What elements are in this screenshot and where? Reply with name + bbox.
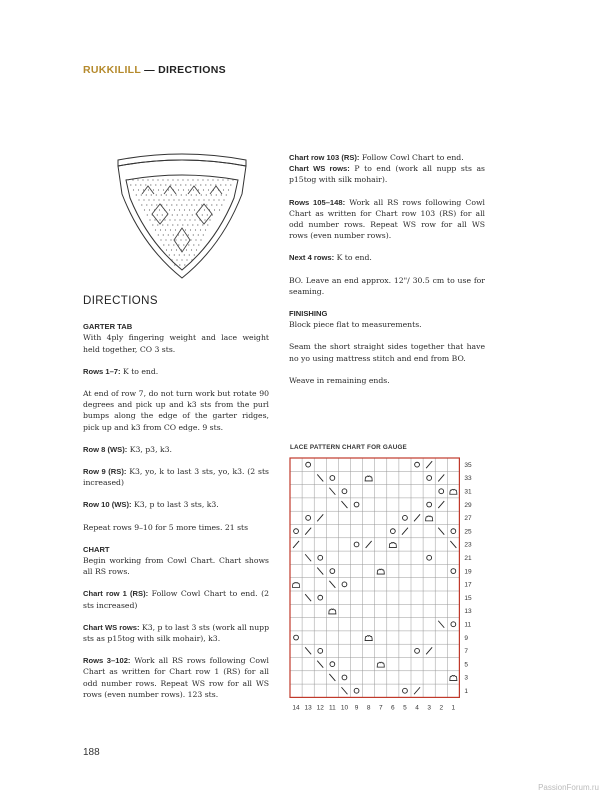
step-text: K3, p3, k3. [127,444,172,454]
yarn-over-symbol [390,529,395,534]
yarn-over-symbol [354,502,359,507]
left-content [83,321,269,700]
k2tog-symbol [426,647,432,654]
ssk-symbol [305,594,311,601]
section-name: — DIRECTIONS [144,64,226,76]
step-text: Block piece flat to measurements. [289,320,422,330]
paragraph [83,622,269,644]
step-text: K to end. [120,366,159,376]
ssk-symbol [329,674,335,681]
yarn-over-symbol [330,476,335,481]
ssk-symbol [329,488,335,495]
page-header [83,64,226,76]
lace-chart [280,456,500,718]
yarn-over-symbol [451,569,456,574]
step-label: Row 8 (WS): [83,444,128,454]
step-label: Chart WS rows: [289,164,350,174]
yarn-over-symbol [330,569,335,574]
k2tog-symbol [414,514,420,521]
directions-heading: DIRECTIONS [83,295,158,307]
step-label: Chart WS rows: [83,622,140,632]
yarn-over-symbol [451,529,456,534]
ssk-symbol [305,647,311,654]
paragraph [289,319,485,330]
row-number: 31 [464,488,472,496]
step-text: Repeat rows 9–10 for 5 more times. 21 sts [83,522,249,532]
ssk-symbol [450,541,456,548]
yarn-over-symbol [318,555,323,560]
k2tog-symbol [438,501,444,508]
yarn-over-symbol [427,502,432,507]
k2tog-symbol [426,461,432,468]
paragraph [289,152,485,186]
nupp-symbol [292,582,300,587]
step-text: K3, p to last 3 sts (work all nupp sts as p15tog with silk mohair), k3. [83,622,269,644]
paragraph [83,588,269,610]
ssk-symbol [341,687,347,694]
left-column [83,296,269,711]
step-text: Weave in remaining ends. [289,375,390,385]
pattern-name: RUKKILILL [83,64,141,76]
column-number: 5 [403,704,407,712]
row-number: 35 [464,461,472,469]
row-number: 7 [464,648,469,656]
step-text: Seam the short straight sides together that have no yo using mattress stitch and end from BO. [289,342,485,363]
paragraph [83,555,269,577]
column-number: 6 [391,704,395,712]
paragraph [83,655,269,700]
row-number: 33 [464,475,472,483]
yarn-over-symbol [403,515,408,520]
column-number: 2 [439,704,444,712]
ssk-symbol [305,554,311,561]
paragraph [289,341,485,363]
nupp-symbol [449,489,457,494]
column-number: 11 [328,704,336,712]
column-number: 12 [316,704,324,712]
step-text: K3, p to last 3 sts, k3. [131,500,219,510]
row-number: 29 [464,501,472,509]
subheading: GARTER TAB [83,322,133,332]
row-number: 19 [464,568,472,576]
step-label: Chart row 103 (RS): [289,153,360,162]
ssk-symbol [317,568,323,575]
nupp-symbol [449,675,457,680]
ssk-symbol [438,621,444,628]
column-number: 13 [304,704,312,712]
row-number: 23 [464,541,472,549]
column-number: 1 [451,704,456,712]
yarn-over-symbol [318,595,323,600]
row-number: 27 [464,515,472,523]
row-number: 1 [464,687,469,695]
right-content [289,152,485,386]
right-column [289,152,485,397]
k2tog-symbol [414,687,420,694]
row-number: 5 [464,661,469,669]
step-text: At end of row 7, do not turn work but rotate 90 degrees and pick up and k3 sts from the purl bumps along the edge of the garter ridges, pick up and k3 from CO edge. 9 sts. [83,389,269,432]
ssk-symbol [317,474,323,481]
step-label: Rows 105–148: [289,197,346,207]
yarn-over-symbol [427,476,432,481]
column-number: 3 [427,704,431,712]
column-number: 8 [366,704,371,712]
cowl-illustration [112,150,252,282]
nupp-symbol [328,609,336,614]
column-number: 4 [415,704,419,712]
k2tog-symbol [402,528,408,535]
step-text: K3, yo, k to last 3 sts, yo, k3. (2 sts increased) [83,467,269,488]
step-label: Row 10 (WS): [83,500,132,510]
paragraph [83,366,269,377]
step-label: Rows 3–102: [83,656,131,666]
paragraph [289,375,485,386]
column-number: 9 [354,704,359,712]
nupp-symbol [425,516,433,521]
yarn-over-symbol [451,622,456,627]
step-text: P to end (work all nupp sts as p15tog with silk mohair). [289,164,485,185]
paragraph [83,522,269,533]
k2tog-symbol [293,541,299,548]
yarn-over-symbol [354,542,359,547]
column-number: 14 [292,704,300,712]
row-number: 13 [464,608,472,616]
k2tog-symbol [305,528,311,535]
subheading: CHART [83,544,110,554]
nupp-symbol [389,542,397,547]
row-number: 15 [464,594,472,602]
step-text: Work all RS rows following Cowl Chart as written for Chart row 103 (RS) for all odd number rows. Repeat WS row for all WS rows (even number rows). [289,197,485,241]
paragraph [289,197,485,242]
row-number: 25 [464,528,472,536]
paragraph [83,499,269,510]
yarn-over-symbol [306,515,311,520]
nupp-symbol [365,636,373,641]
column-number: 7 [378,704,383,712]
watermark: PassionForum.ru [538,783,599,792]
ssk-symbol [329,581,335,588]
step-label: Row 9 (RS): [83,467,127,477]
paragraph [289,275,485,297]
column-number: 10 [340,704,349,712]
step-label: Chart row 1 (RS): [83,589,149,599]
step-label: Next 4 rows: [289,253,335,263]
yarn-over-symbol [415,648,420,653]
yarn-over-symbol [330,662,335,667]
ssk-symbol [438,528,444,535]
yarn-over-symbol [294,529,299,534]
paragraph [289,252,485,263]
paragraph [83,444,269,455]
yarn-over-symbol [354,688,359,693]
yarn-over-symbol [342,582,347,587]
yarn-over-symbol [403,688,408,693]
step-text: Work all RS rows following Cowl Chart as written for Chart row 1 (RS) for all odd number rows. Repeat WS row for all WS rows (even number rows). 123 sts. [83,656,269,699]
paragraph [83,466,269,488]
yarn-over-symbol [294,635,299,640]
yarn-over-symbol [415,462,420,467]
yarn-over-symbol [427,555,432,560]
chart-title: LACE PATTERN CHART FOR GAUGE [290,444,407,451]
paragraph [83,332,269,354]
nupp-symbol [377,569,385,574]
row-number: 3 [464,674,469,682]
page-number: 188 [83,747,100,758]
ssk-symbol [317,661,323,668]
row-number: 11 [464,621,472,629]
step-text: BO. Leave an end approx. 12"/ 30.5 cm to use for seaming. [289,275,485,296]
row-number: 21 [464,554,472,562]
yarn-over-symbol [342,489,347,494]
subheading: FINISHING [289,309,328,319]
step-text: Follow Cowl Chart to end. (2 sts increased) [83,589,269,610]
step-label: Rows 1–7: [83,366,121,376]
step-text: Follow Cowl Chart to end. [359,153,464,162]
yarn-over-symbol [318,648,323,653]
paragraph [83,388,269,433]
yarn-over-symbol [306,462,311,467]
row-number: 17 [464,581,472,589]
k2tog-symbol [317,514,323,521]
nupp-symbol [377,662,385,667]
ssk-symbol [341,501,347,508]
yarn-over-symbol [342,675,347,680]
step-text: K to end. [334,253,372,263]
k2tog-symbol [438,474,444,481]
step-text: Begin working from Cowl Chart. Chart shows all RS rows. [83,556,269,577]
k2tog-symbol [366,541,372,548]
nupp-symbol [365,476,373,481]
step-text: With 4ply fingering weight and lace weight held together, CO 3 sts. [83,333,269,354]
yarn-over-symbol [439,489,444,494]
row-number: 9 [464,634,469,642]
